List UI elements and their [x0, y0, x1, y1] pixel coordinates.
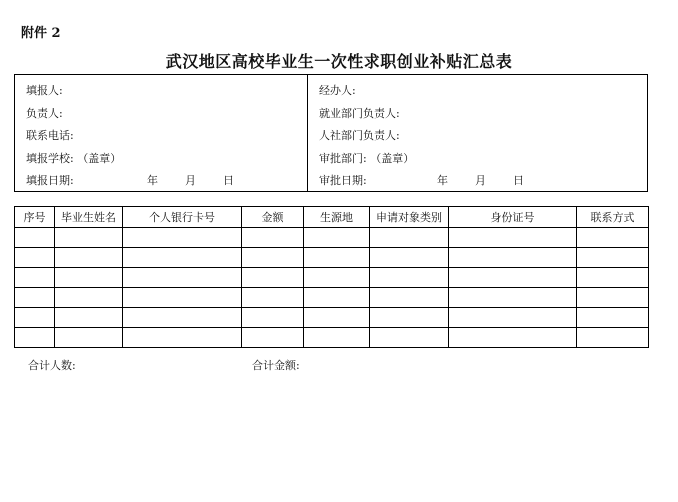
col-header-name: 毕业生姓名 — [55, 207, 123, 228]
table-cell[interactable] — [242, 248, 304, 268]
table-row — [15, 248, 649, 268]
table-cell[interactable] — [242, 228, 304, 248]
table-cell[interactable] — [15, 248, 55, 268]
table-cell[interactable] — [370, 228, 449, 248]
contact-phone-field: 联系电话: — [26, 129, 74, 143]
approval-date-day: 日 — [513, 174, 524, 188]
table-cell[interactable] — [577, 288, 649, 308]
subsidy-table — [14, 206, 649, 348]
table-cell[interactable] — [123, 248, 242, 268]
table-cell[interactable] — [370, 248, 449, 268]
table-cell[interactable] — [577, 268, 649, 288]
approval-date-year: 年 — [437, 174, 448, 188]
table-row — [15, 328, 649, 348]
fill-date-label: 填报日期: — [26, 174, 74, 188]
table-cell[interactable] — [242, 308, 304, 328]
table-cell[interactable] — [304, 228, 370, 248]
total-amount-label: 合计金额: — [252, 359, 300, 372]
table-cell[interactable] — [370, 308, 449, 328]
filler-field: 填报人: — [26, 84, 63, 97]
approval-date-month: 月 — [475, 174, 486, 188]
school-field: 填报学校: （盖章） — [26, 151, 122, 165]
table-cell[interactable] — [55, 268, 123, 288]
table-cell[interactable] — [370, 288, 449, 308]
table-cell[interactable] — [449, 288, 577, 308]
hr-dept-head-field: 人社部门负责人: — [319, 129, 400, 143]
table-cell[interactable] — [449, 228, 577, 248]
table-cell[interactable] — [304, 248, 370, 268]
col-header-bank-card: 个人银行卡号 — [123, 207, 242, 228]
responsible-person-field: 负责人: — [26, 106, 63, 120]
table-cell[interactable] — [55, 228, 123, 248]
table-cell[interactable] — [449, 268, 577, 288]
table-header-row — [15, 207, 649, 228]
col-header-origin: 生源地 — [304, 207, 370, 228]
table-row — [15, 288, 649, 308]
table-cell[interactable] — [449, 328, 577, 348]
approval-date-field — [319, 170, 647, 193]
attachment-label: 附件 2 — [21, 26, 61, 41]
col-header-contact: 联系方式 — [577, 207, 649, 228]
approval-date-label: 审批日期: — [319, 174, 367, 188]
table-cell[interactable] — [15, 288, 55, 308]
col-header-index: 序号 — [15, 207, 55, 228]
table-cell[interactable] — [55, 308, 123, 328]
table-cell[interactable] — [304, 268, 370, 288]
col-header-id-number: 身份证号 — [449, 207, 577, 228]
col-header-applicant-type: 申请对象类别 — [370, 207, 449, 228]
table-cell[interactable] — [577, 228, 649, 248]
info-left-column — [15, 75, 307, 191]
total-count-label: 合计人数: — [28, 359, 76, 372]
table-cell[interactable] — [304, 328, 370, 348]
table-cell[interactable] — [370, 268, 449, 288]
handler-field: 经办人: — [319, 84, 356, 97]
table-cell[interactable] — [577, 328, 649, 348]
table-body — [15, 228, 649, 348]
table-cell[interactable] — [242, 268, 304, 288]
fill-date-field — [26, 170, 307, 193]
fill-date-year: 年 — [147, 174, 158, 188]
table-row — [15, 228, 649, 248]
table-cell[interactable] — [15, 228, 55, 248]
table-row — [15, 268, 649, 288]
table-cell[interactable] — [55, 248, 123, 268]
info-box — [14, 74, 648, 192]
table-cell[interactable] — [304, 308, 370, 328]
table-row — [15, 308, 649, 328]
table-cell[interactable] — [449, 248, 577, 268]
employment-dept-head-field: 就业部门负责人: — [319, 106, 400, 120]
fill-date-day: 日 — [223, 174, 234, 188]
table-cell[interactable] — [55, 328, 123, 348]
table-cell[interactable] — [123, 308, 242, 328]
table-cell[interactable] — [449, 308, 577, 328]
form-title: 武汉地区高校毕业生一次性求职创业补贴汇总表 — [165, 52, 513, 71]
table-cell[interactable] — [577, 308, 649, 328]
table-cell[interactable] — [242, 288, 304, 308]
table-cell[interactable] — [15, 268, 55, 288]
table-cell[interactable] — [123, 328, 242, 348]
table-cell[interactable] — [370, 328, 449, 348]
table-cell[interactable] — [123, 228, 242, 248]
approval-dept-field: 审批部门: （盖章） — [319, 151, 415, 165]
table-cell[interactable] — [55, 288, 123, 308]
col-header-amount: 金额 — [242, 207, 304, 228]
table-cell[interactable] — [15, 328, 55, 348]
table-cell[interactable] — [242, 328, 304, 348]
table-cell[interactable] — [123, 288, 242, 308]
table-cell[interactable] — [15, 308, 55, 328]
table-cell[interactable] — [123, 268, 242, 288]
table-cell[interactable] — [304, 288, 370, 308]
table-cell[interactable] — [577, 248, 649, 268]
info-right-column — [307, 75, 647, 191]
fill-date-month: 月 — [185, 174, 196, 188]
